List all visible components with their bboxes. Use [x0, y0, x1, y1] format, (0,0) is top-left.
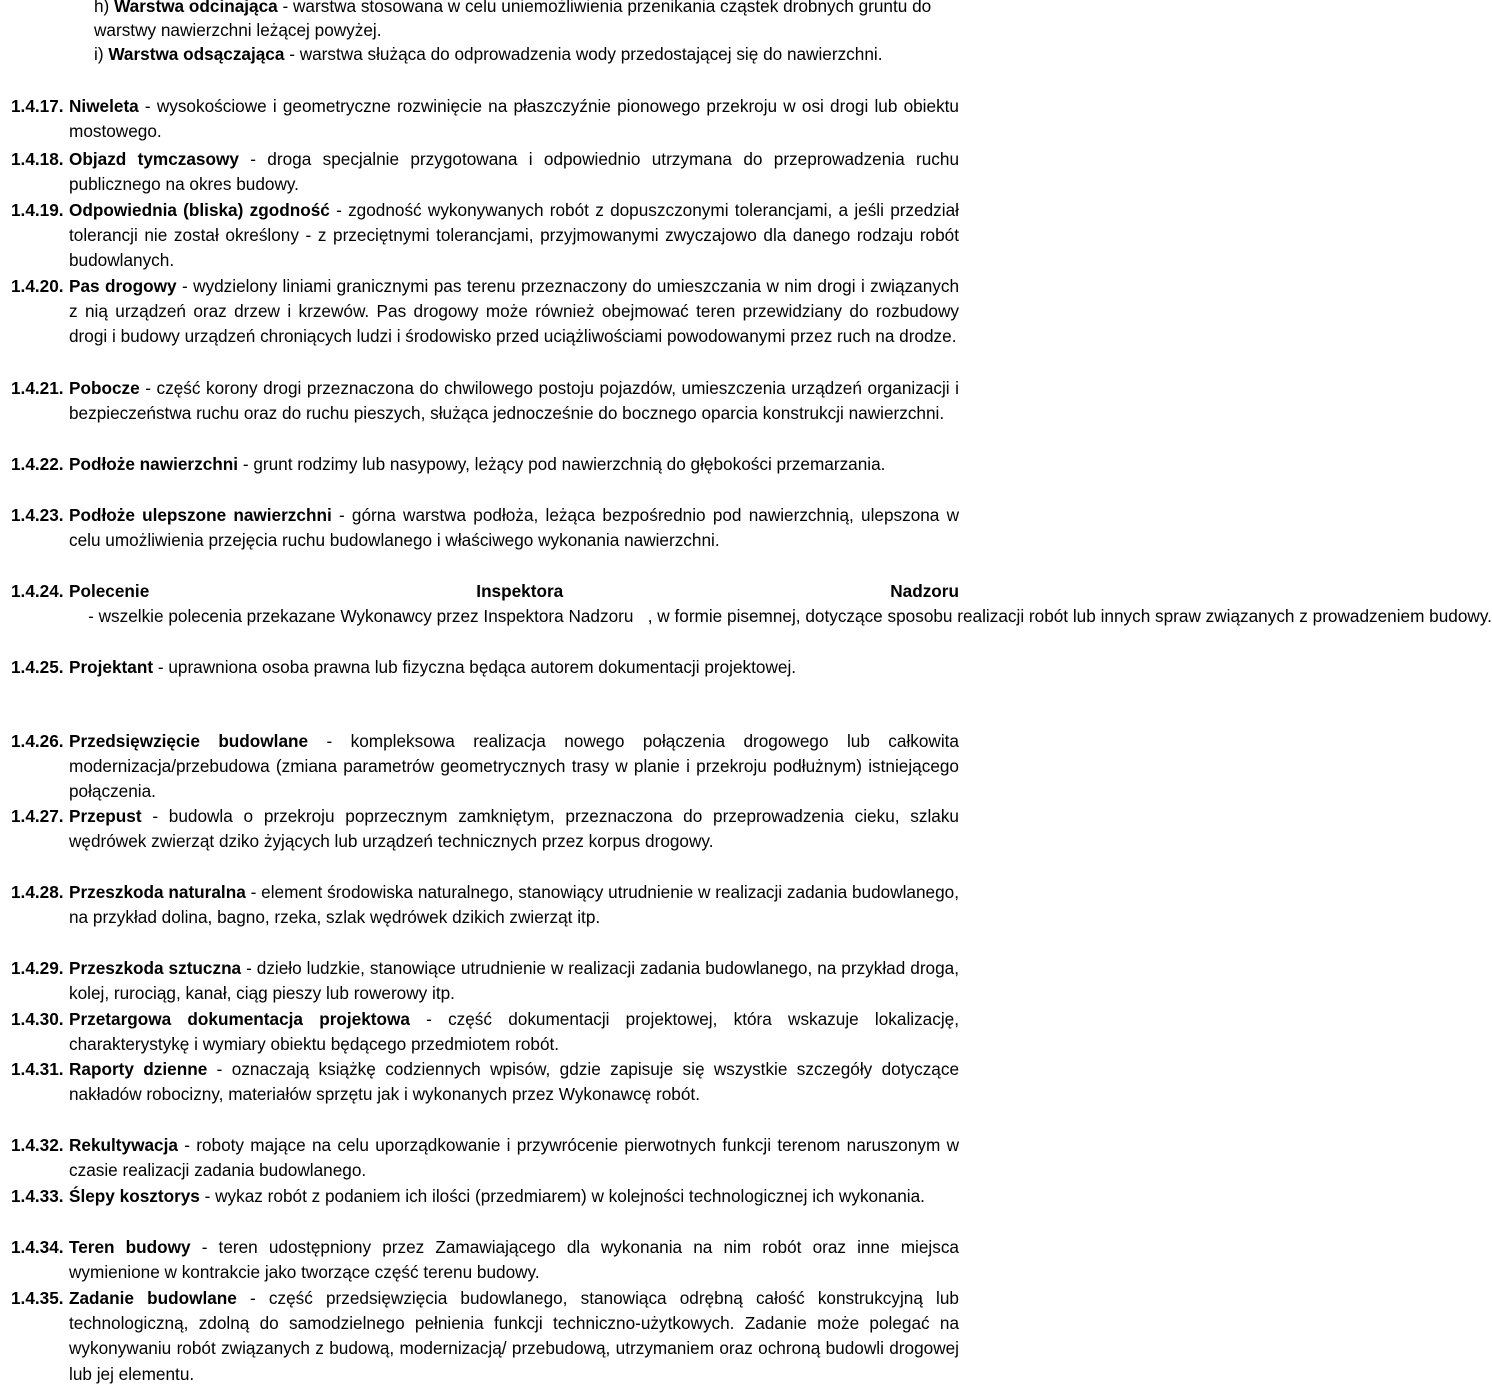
- subitem-text: - warstwa stosowana w celu uniemożliwienia przenikania cząstek drobnych gruntu do warstwy nawierzchni leżącej powyżej.: [94, 0, 932, 40]
- entry-text: - wydzielony liniami granicznymi pas terenu przeznaczony do umieszczania w nim drogi i związanych z nią urządzeń oraz drzew i krzewów. Pas drogowy może również obejmować teren przewidziany do rozbudowy drogi i budowy urządzeń chroniących ludzi i środowisko przed uciążliwościami powodowanymi przez ruch na drodze.: [69, 276, 960, 347]
- entry-term: Zadanie budowlane: [69, 1288, 237, 1308]
- entry-number: 1.4.18.: [11, 149, 64, 169]
- entry-term: Teren budowy: [69, 1237, 191, 1257]
- entry-number: 1.4.19.: [11, 200, 64, 220]
- entry-term: Polecenie Inspektora Nadzoru: [69, 581, 959, 601]
- entry-number: 1.4.23.: [11, 505, 64, 525]
- definition-entry: [11, 1235, 959, 1285]
- entry-text: - grunt rodzimy lub nasypowy, leżący pod nawierzchnią do głębokości przemarzania.: [238, 454, 886, 474]
- entry-text: - wykaz robót z podaniem ich ilości (przedmiarem) w kolejności technologicznej ich wykonania.: [199, 1186, 925, 1206]
- subitem-label: i): [94, 44, 104, 64]
- entry-number: 1.4.26.: [11, 731, 64, 751]
- entry-text: - część korony drogi przeznaczona do chwilowego postoju pojazdów, umieszczenia urządzeń organizacji i bezpieczeństwa ruchu oraz do ruchu pieszych, służąca jednocześnie do bocznego oparcia konstrukcji nawierzchni.: [69, 378, 959, 424]
- definition-entry: [11, 729, 959, 805]
- entry-term: Pas drogowy: [69, 276, 177, 296]
- entry-term: Przeszkoda naturalna: [69, 882, 246, 902]
- definition-entry: [11, 880, 959, 930]
- definition-entry: [11, 452, 959, 477]
- definition-entry: [11, 503, 959, 553]
- entry-term: Projektant: [69, 657, 154, 677]
- entry-text: - część dokumentacji projektowej, która wskazuje lokalizację, charakterystykę i wymiary obiektu będącego przedmiotem robót.: [69, 1009, 959, 1055]
- definition-entry: [11, 94, 959, 144]
- entry-text: - teren udostępniony przez Zamawiającego dla wykonania na nim robót oraz inne miejsca wymienione w kontrakcie jako tworzące część terenu budowy.: [69, 1237, 959, 1283]
- definition-entry: [11, 1007, 959, 1057]
- entry-number: 1.4.27.: [11, 806, 64, 826]
- definition-entry: [11, 147, 959, 197]
- entry-number: 1.4.28.: [11, 882, 64, 902]
- entry-text: - wysokościowe i geometryczne rozwinięcie na płaszczyźnie pionowego przekroju w osi drogi lub obiektu mostowego.: [69, 96, 959, 142]
- definition-subitem-i: [94, 43, 954, 67]
- entry-text: - uprawniona osoba prawna lub fizyczna będąca autorem dokumentacji projektowej.: [153, 657, 797, 677]
- definition-entry: [11, 655, 959, 680]
- definition-entry: [11, 1286, 959, 1387]
- subitem-term: Warstwa odsączająca: [108, 44, 285, 64]
- entry-text: - kompleksowa realizacja nowego połączenia drogowego lub całkowita modernizacja/przebudowa (zmiana parametrów geometrycznych trasy w planie i przekroju podłużnym) istniejącego połączenia.: [69, 731, 959, 802]
- definition-entry: [11, 198, 959, 274]
- entry-number: 1.4.33.: [11, 1186, 64, 1206]
- entry-term: Podłoże ulepszone nawierzchni: [69, 505, 332, 525]
- definition-entry: [11, 804, 959, 854]
- definition-entry: [11, 274, 959, 350]
- entry-term: Podłoże nawierzchni: [69, 454, 239, 474]
- entry-text: - dzieło ludzkie, stanowiące utrudnienie w realizacji zadania budowlanego, na przykład droga, kolej, rurociąg, kanał, ciąg pieszy lub rowerowy itp.: [69, 958, 959, 1004]
- subitem-label: h): [94, 0, 110, 16]
- subitem-text: - warstwa służąca do odprowadzenia wody przedostającej się do nawierzchni.: [284, 44, 883, 64]
- definition-entry: [11, 1184, 959, 1209]
- entry-term: Rekultywacja: [69, 1135, 178, 1155]
- entry-text: - oznaczają książkę codziennych wpisów, gdzie zapisuje się wszystkie szczegóły dotyczące nakładów robocizny, materiałów sprzętu jak i wykonanych przez Wykonawcę robót.: [69, 1059, 960, 1105]
- entry-term: Pobocze: [69, 378, 140, 398]
- entry-text: - droga specjalnie przygotowana i odpowiednio utrzymana do przeprowadzenia ruchu publicznego na okres budowy.: [69, 149, 959, 195]
- entry-number: 1.4.32.: [11, 1135, 64, 1155]
- entry-number: 1.4.35.: [11, 1288, 64, 1308]
- entry-number: 1.4.25.: [11, 657, 64, 677]
- entry-term: Przetargowa dokumentacja projektowa: [69, 1009, 410, 1029]
- entry-number: 1.4.30.: [11, 1009, 64, 1029]
- entry-number: 1.4.21.: [11, 378, 64, 398]
- entry-text: - część przedsięwzięcia budowlanego, stanowiąca odrębną całość konstrukcyjną lub technologiczną, zdolną do samodzielnego pełnienia funkcji techniczno-użytkowych. Zadanie może polegać na wykonywaniu robót związanych z budową, modernizacją/ przebudową, utrzymaniem oraz ochroną budowli drogowej lub jej elementu.: [69, 1288, 959, 1384]
- entry-term: Przeszkoda sztuczna: [69, 958, 242, 978]
- entry-number: 1.4.34.: [11, 1237, 64, 1257]
- entry-number: 1.4.24.: [11, 581, 64, 601]
- entry-text: - roboty mające na celu uporządkowanie i przywrócenie pierwotnych funkcji terenom naruszonym w czasie realizacji zadania budowlanego.: [69, 1135, 959, 1181]
- entry-text: - zgodność wykonywanych robót z dopuszczonymi tolerancjami, a jeśli przedział tolerancji nie został określony - z przeciętnymi tolerancjami, przyjmowanymi zwyczajowo dla danego rodzaju robót budowlanych.: [69, 200, 959, 271]
- entry-term: Niweleta: [69, 96, 139, 116]
- entry-text: - element środowiska naturalnego, stanowiący utrudnienie w realizacji zadania budowlanego, na przykład dolina, bagno, rzeka, szlak wędrówek dzikich zwierząt itp.: [69, 882, 959, 928]
- entry-number: 1.4.22.: [11, 454, 64, 474]
- entry-text: - budowla o przekroju poprzecznym zamkniętym, przeznaczona do przeprowadzenia cieku, szlaku wędrówek zwierząt dziko żyjących lub urządzeń technicznych przez korpus drogowy.: [69, 806, 959, 852]
- entry-number: 1.4.31.: [11, 1059, 64, 1079]
- entry-text: - górna warstwa podłoża, leżąca bezpośrednio pod nawierzchnią, ulepszona w celu umożliwienia przejęcia ruchu budowlanego i właściwego wykonania nawierzchni.: [69, 505, 959, 551]
- entry-term: Odpowiednia (bliska) zgodność: [69, 200, 330, 220]
- entry-number: 1.4.17.: [11, 96, 64, 116]
- entry-number: 1.4.20.: [11, 276, 64, 296]
- entry-term: Przepust: [69, 806, 142, 826]
- entry-number: 1.4.29.: [11, 958, 64, 978]
- entry-term: Przedsięwzięcie budowlane: [69, 731, 309, 751]
- definition-entry: [11, 1057, 959, 1107]
- entry-text: - wszelkie polecenia przekazane Wykonawcy przez Inspektora Nadzoru , w formie pisemnej, dotyczące sposobu realizacji robót lub innych spraw związanych z prowadzeniem budowy.: [69, 606, 1492, 627]
- entry-term: Ślepy kosztorys: [69, 1186, 200, 1206]
- definition-entry: [11, 956, 959, 1006]
- entry-term: Objazd tymczasowy: [69, 149, 239, 169]
- definition-entry: [11, 376, 959, 426]
- definition-entry: [11, 1133, 959, 1183]
- definition-entry: [11, 579, 1492, 629]
- subitem-term: Warstwa odcinająca: [114, 0, 278, 16]
- definition-subitem-h: [94, 0, 954, 42]
- entry-term: Raporty dzienne: [69, 1059, 208, 1079]
